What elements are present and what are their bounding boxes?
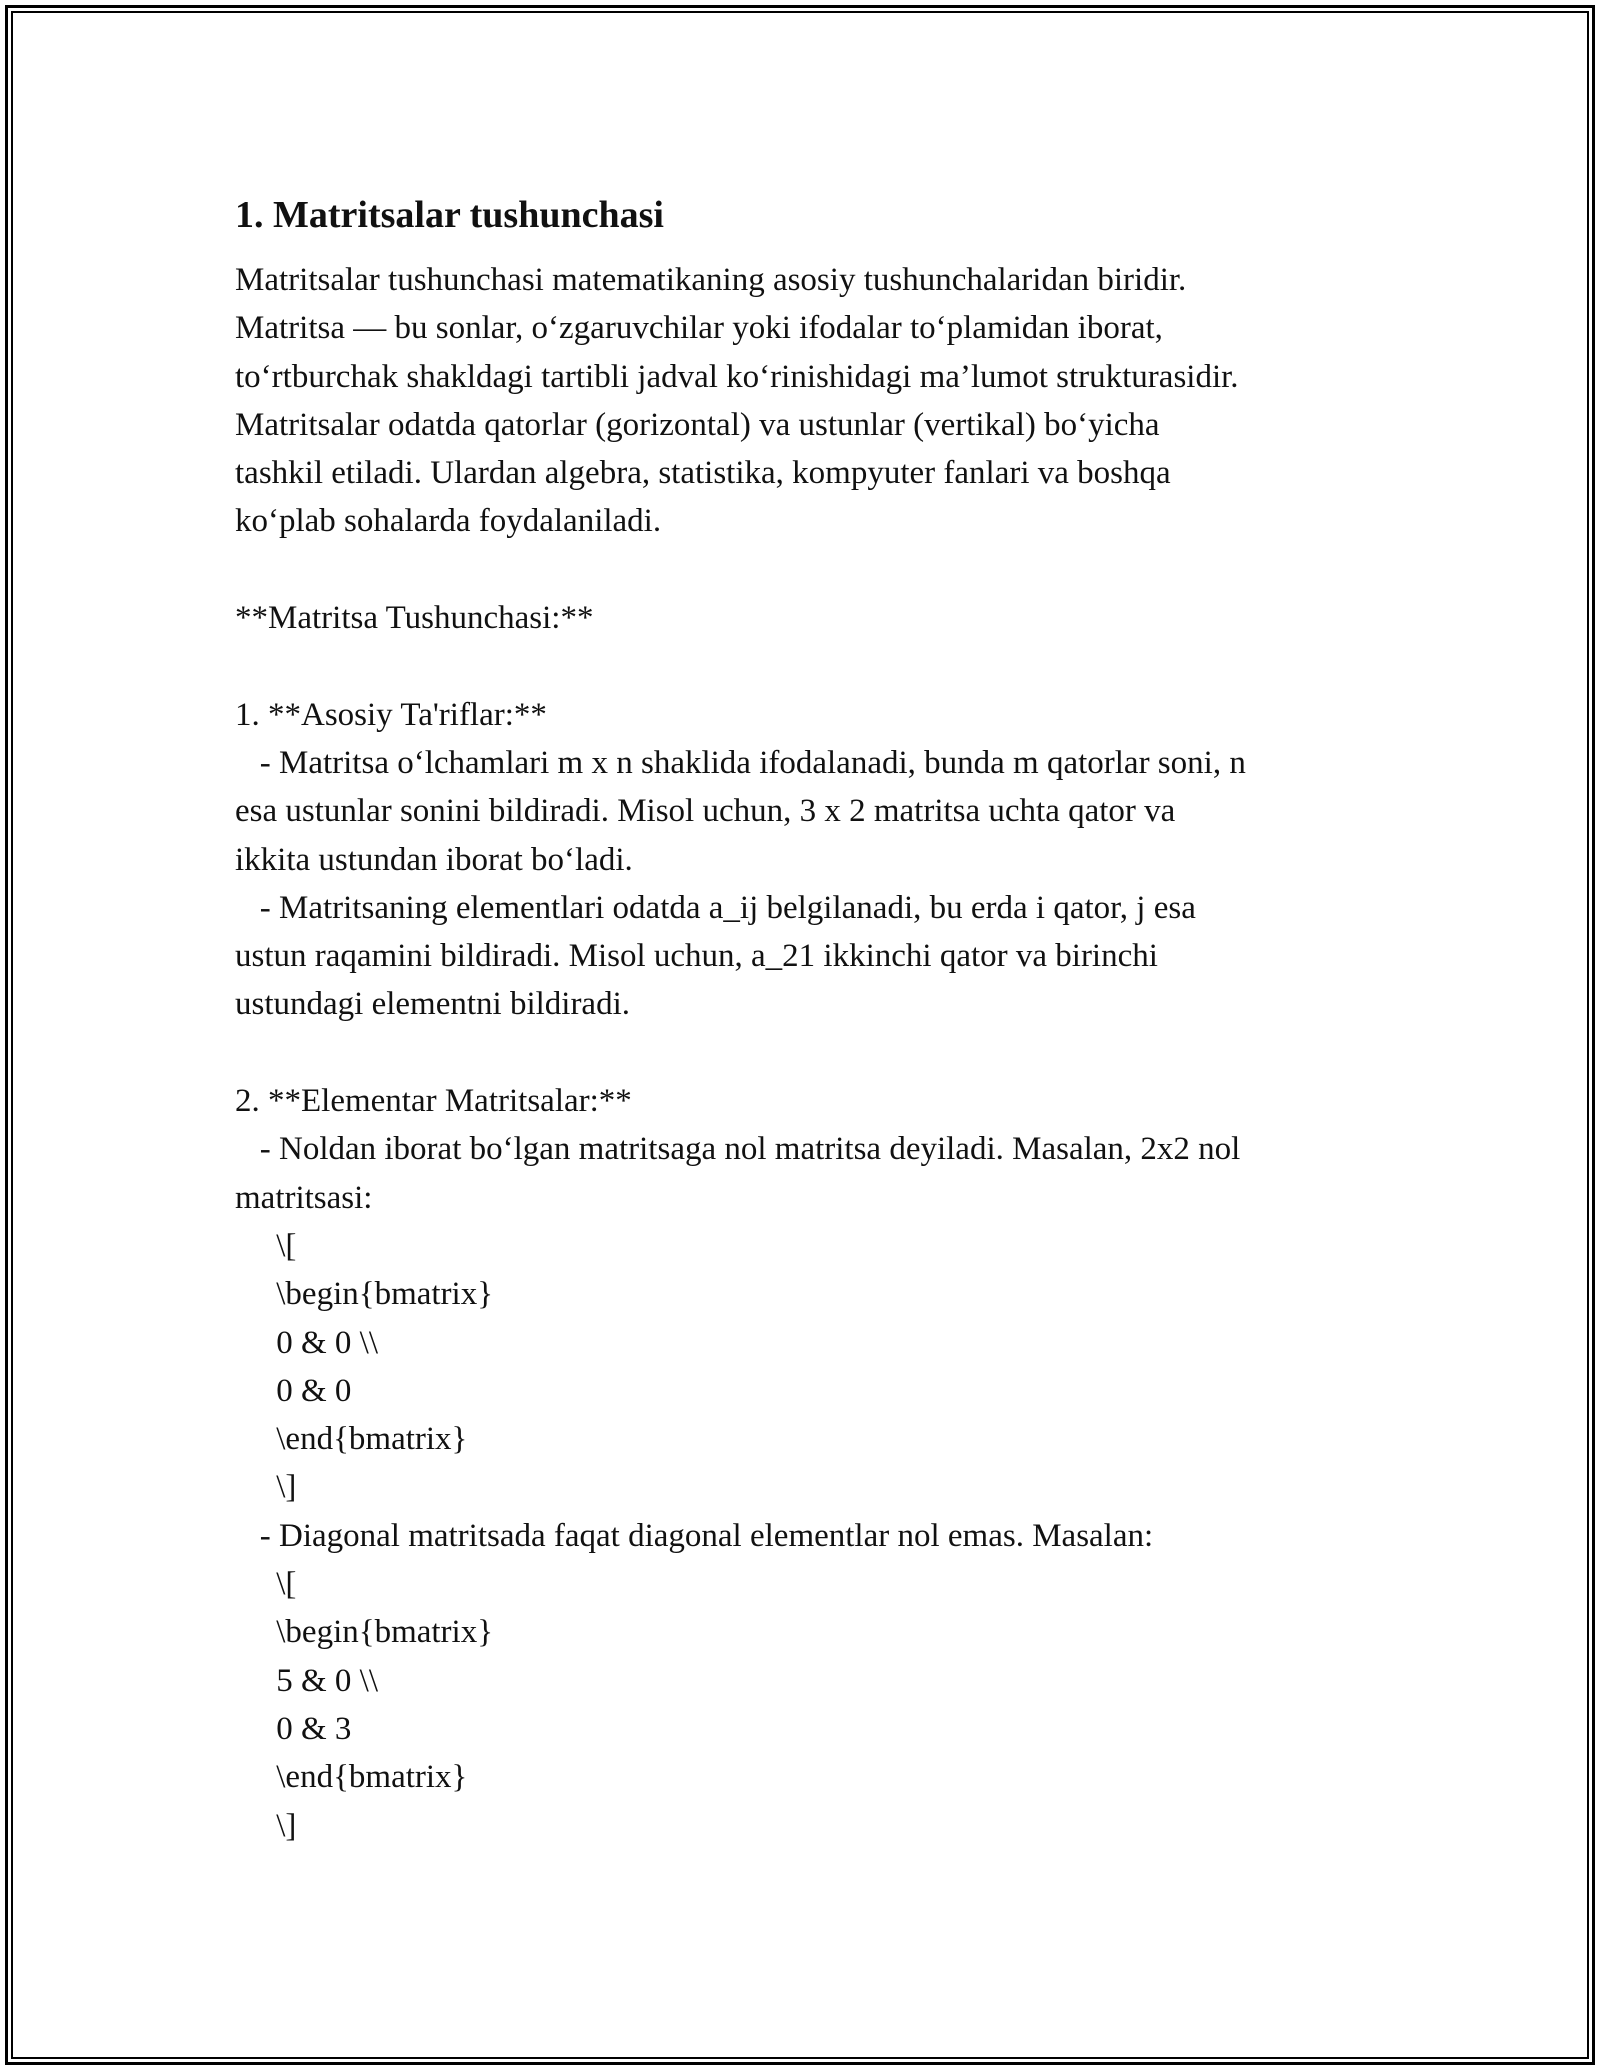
section-heading: 1. Matritsalar tushunchasi [235,194,664,236]
text-line: \] [235,1469,297,1506]
text-line: \[ [235,1227,297,1264]
text-line: 1. **Asosiy Ta'riflar:** [235,696,547,733]
text-line: \begin{bmatrix} [235,1276,494,1313]
text-line: Matritsalar odatda qatorlar (gorizontal) va ustunlar (vertikal) bo‘yicha [235,406,1160,443]
text-line: 5 & 0 \\ [235,1662,379,1699]
blank-line [235,546,1375,594]
text-line: - Diagonal matritsada faqat diagonal elementlar nol emas. Masalan: [235,1517,1154,1554]
document-body [235,182,1375,1850]
text-line: ustundagi elementni bildiradi. [235,986,631,1023]
text-line: 0 & 0 \\ [235,1324,379,1361]
text-line: ikkita ustundan iborat bo‘ladi. [235,841,633,878]
text-line: \] [235,1807,297,1844]
text-line: \[ [235,1566,297,1603]
text-line: matritsasi: [235,1179,373,1216]
text-line: esa ustunlar sonini bildiradi. Misol uchun, 3 x 2 matritsa uchta qator va [235,793,1176,830]
text-line: Matritsalar tushunchasi matematikaning asosiy tushunchalaridan biridir. [235,262,1187,298]
document-text [235,256,1375,1850]
text-line: 0 & 3 [235,1710,352,1747]
text-line: 2. **Elementar Matritsalar:** [235,1083,632,1120]
text-line: to‘rtburchak shakldagi tartibli jadval ko‘rinishidagi ma’lumot strukturasidir. [235,358,1239,395]
text-line: Matritsa — bu sonlar, o‘zgaruvchilar yoki ifodalar to‘plamidan iborat, [235,310,1163,347]
text-line: \end{bmatrix} [235,1421,468,1458]
text-line: \end{bmatrix} [235,1759,468,1796]
text-line: ustun raqamini bildiradi. Misol uchun, a_21 ikkinchi qator va birinchi [235,938,1158,975]
text-line: - Noldan iborat bo‘lgan matritsaga nol matritsa deyiladi. Masalan, 2x2 nol [235,1131,1241,1168]
text-line: ko‘plab sohalarda foydalaniladi. [235,503,662,540]
text-line: \begin{bmatrix} [235,1614,494,1651]
text-line: 0 & 0 [235,1372,352,1409]
text-line: - Matritsa o‘lchamlari m x n shaklida ifodalanadi, bunda m qatorlar soni, n [235,744,1246,781]
text-line: **Matritsa Tushunchasi:** [235,600,594,637]
blank-line [235,1029,1375,1077]
text-line: tashkil etiladi. Ulardan algebra, statistika, kompyuter fanlari va boshqa [235,455,1171,492]
blank-line [235,642,1375,690]
text-line: - Matritsaning elementlari odatda a_ij belgilanadi, bu erda i qator, j esa [235,889,1196,926]
